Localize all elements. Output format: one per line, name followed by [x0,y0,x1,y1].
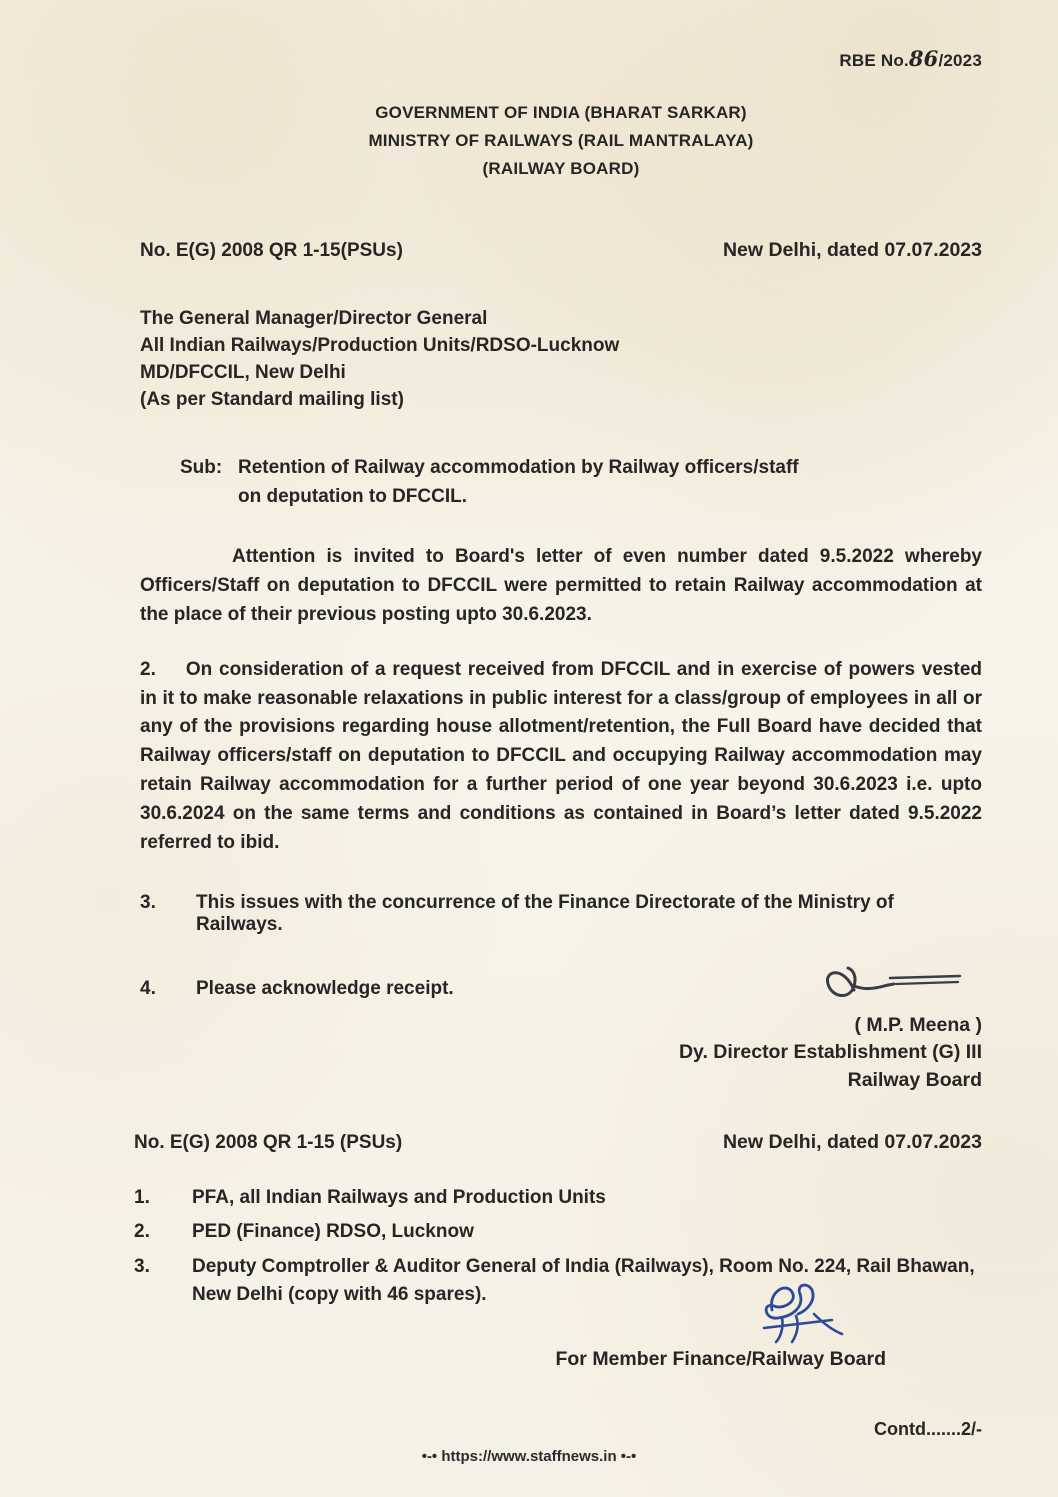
signatory-block [140,1012,982,1095]
subject-line1: Retention of Railway accommodation by Railway officers/staff [238,457,799,479]
list-item-number: 2. [134,1221,150,1243]
addressee-block [140,306,982,414]
signatory-organization: Railway Board [847,1069,982,1092]
letterhead-line3: (RAILWAY BOARD) [482,159,640,179]
paragraph-4-number: 4. [140,977,156,999]
for-member-line: For Member Finance/Railway Board [555,1347,886,1370]
paragraph-4-text: Please acknowledge receipt. [196,977,454,999]
paragraph-2-text: On consideration of a request received from DFCCIL and in exercise of powers vested in it to make reasonable relaxations in public interest for a class/group of employees in all or any of the provisions regarding house allotment/retention, the Full Board have decided that Railway officers/staff on deputation to DFCCIL and occupying Railway accommodation may retain Railway accommodation for a further period of one year beyond 30.6.2023 i.e. upto 30.6.2024 on the same terms and conditions as contained in Board’s letter dated 9.5.2022 referred to ibid. [140,658,982,853]
signatory-designation: Dy. Director Establishment (G) III [678,1041,982,1064]
body-paragraph-3 [140,892,982,936]
subject-line2: on deputation to DFCCIL. [238,485,468,507]
date-place-2: New Delhi, dated 07.07.2023 [722,1130,982,1153]
rbe-number-handwritten: 86 [908,46,939,71]
list-item-number: 3. [134,1255,150,1277]
file-number: No. E(G) 2008 QR 1-15(PSUs) [140,240,403,262]
paragraph-2-number: 2. [140,658,156,680]
list-item-text: Deputy Comptroller & Auditor General of India (Railways), Room No. 224, Rail Bhawan, New Delhi (copy with 46 spares). [192,1255,975,1306]
signatory-name: ( M.P. Meena ) [854,1013,982,1036]
site-watermark: •-• https://www.staffnews.in •-• [421,1448,637,1465]
paragraph-3-text: This issues with the concurrence of the Finance Directorate of the Ministry of Railways. [196,891,894,935]
date-place: New Delhi, dated 07.07.2023 [722,239,982,262]
addressee-line1: The General Manager/Director General [140,308,488,330]
addressee-line3: MD/DFCCIL, New Delhi [140,362,346,384]
subject-text [238,454,799,511]
contd-line: Contd.......2/- [874,1418,982,1439]
body-paragraph-1: Attention is invited to Board's letter of even number dated 9.5.2022 whereby Officers/Staff on deputation to DFCCIL were permitted to retain Railway accommodation at the place of their previous posting upto 30.6.2023. [140,546,982,625]
addressee-line2: All Indian Railways/Production Units/RDSO-Lucknow [140,335,620,357]
reference-row [140,239,982,262]
rbe-suffix: /2023 [938,51,982,70]
letterhead-line2: MINISTRY OF RAILWAYS (RAIL MANTRALAYA) [368,131,754,151]
signature-ink-blue-icon [734,1276,864,1348]
list-item-number: 1. [134,1186,150,1208]
rbe-number-line [140,46,982,71]
subject-label: Sub: [180,457,223,479]
paragraph-3-number: 3. [140,891,156,913]
list-item-text: PFA, all Indian Railways and Production Units [192,1186,606,1208]
body-paragraph-2 [140,656,982,858]
rbe-prefix: RBE No. [839,51,909,70]
reference-row-2 [134,1131,982,1154]
addressee-line4: (As per Standard mailing list) [140,389,404,411]
letterhead-line1: GOVERNMENT OF INDIA (BHARAT SARKAR) [375,103,747,122]
letterhead [140,99,982,183]
file-number-2: No. E(G) 2008 QR 1-15 (PSUs) [134,1131,403,1153]
list-item-text: PED (Finance) RDSO, Lucknow [192,1221,474,1243]
list-item [134,1184,982,1213]
signature-ink-icon [820,956,970,1010]
list-item [134,1218,982,1247]
subject-block [180,454,982,511]
